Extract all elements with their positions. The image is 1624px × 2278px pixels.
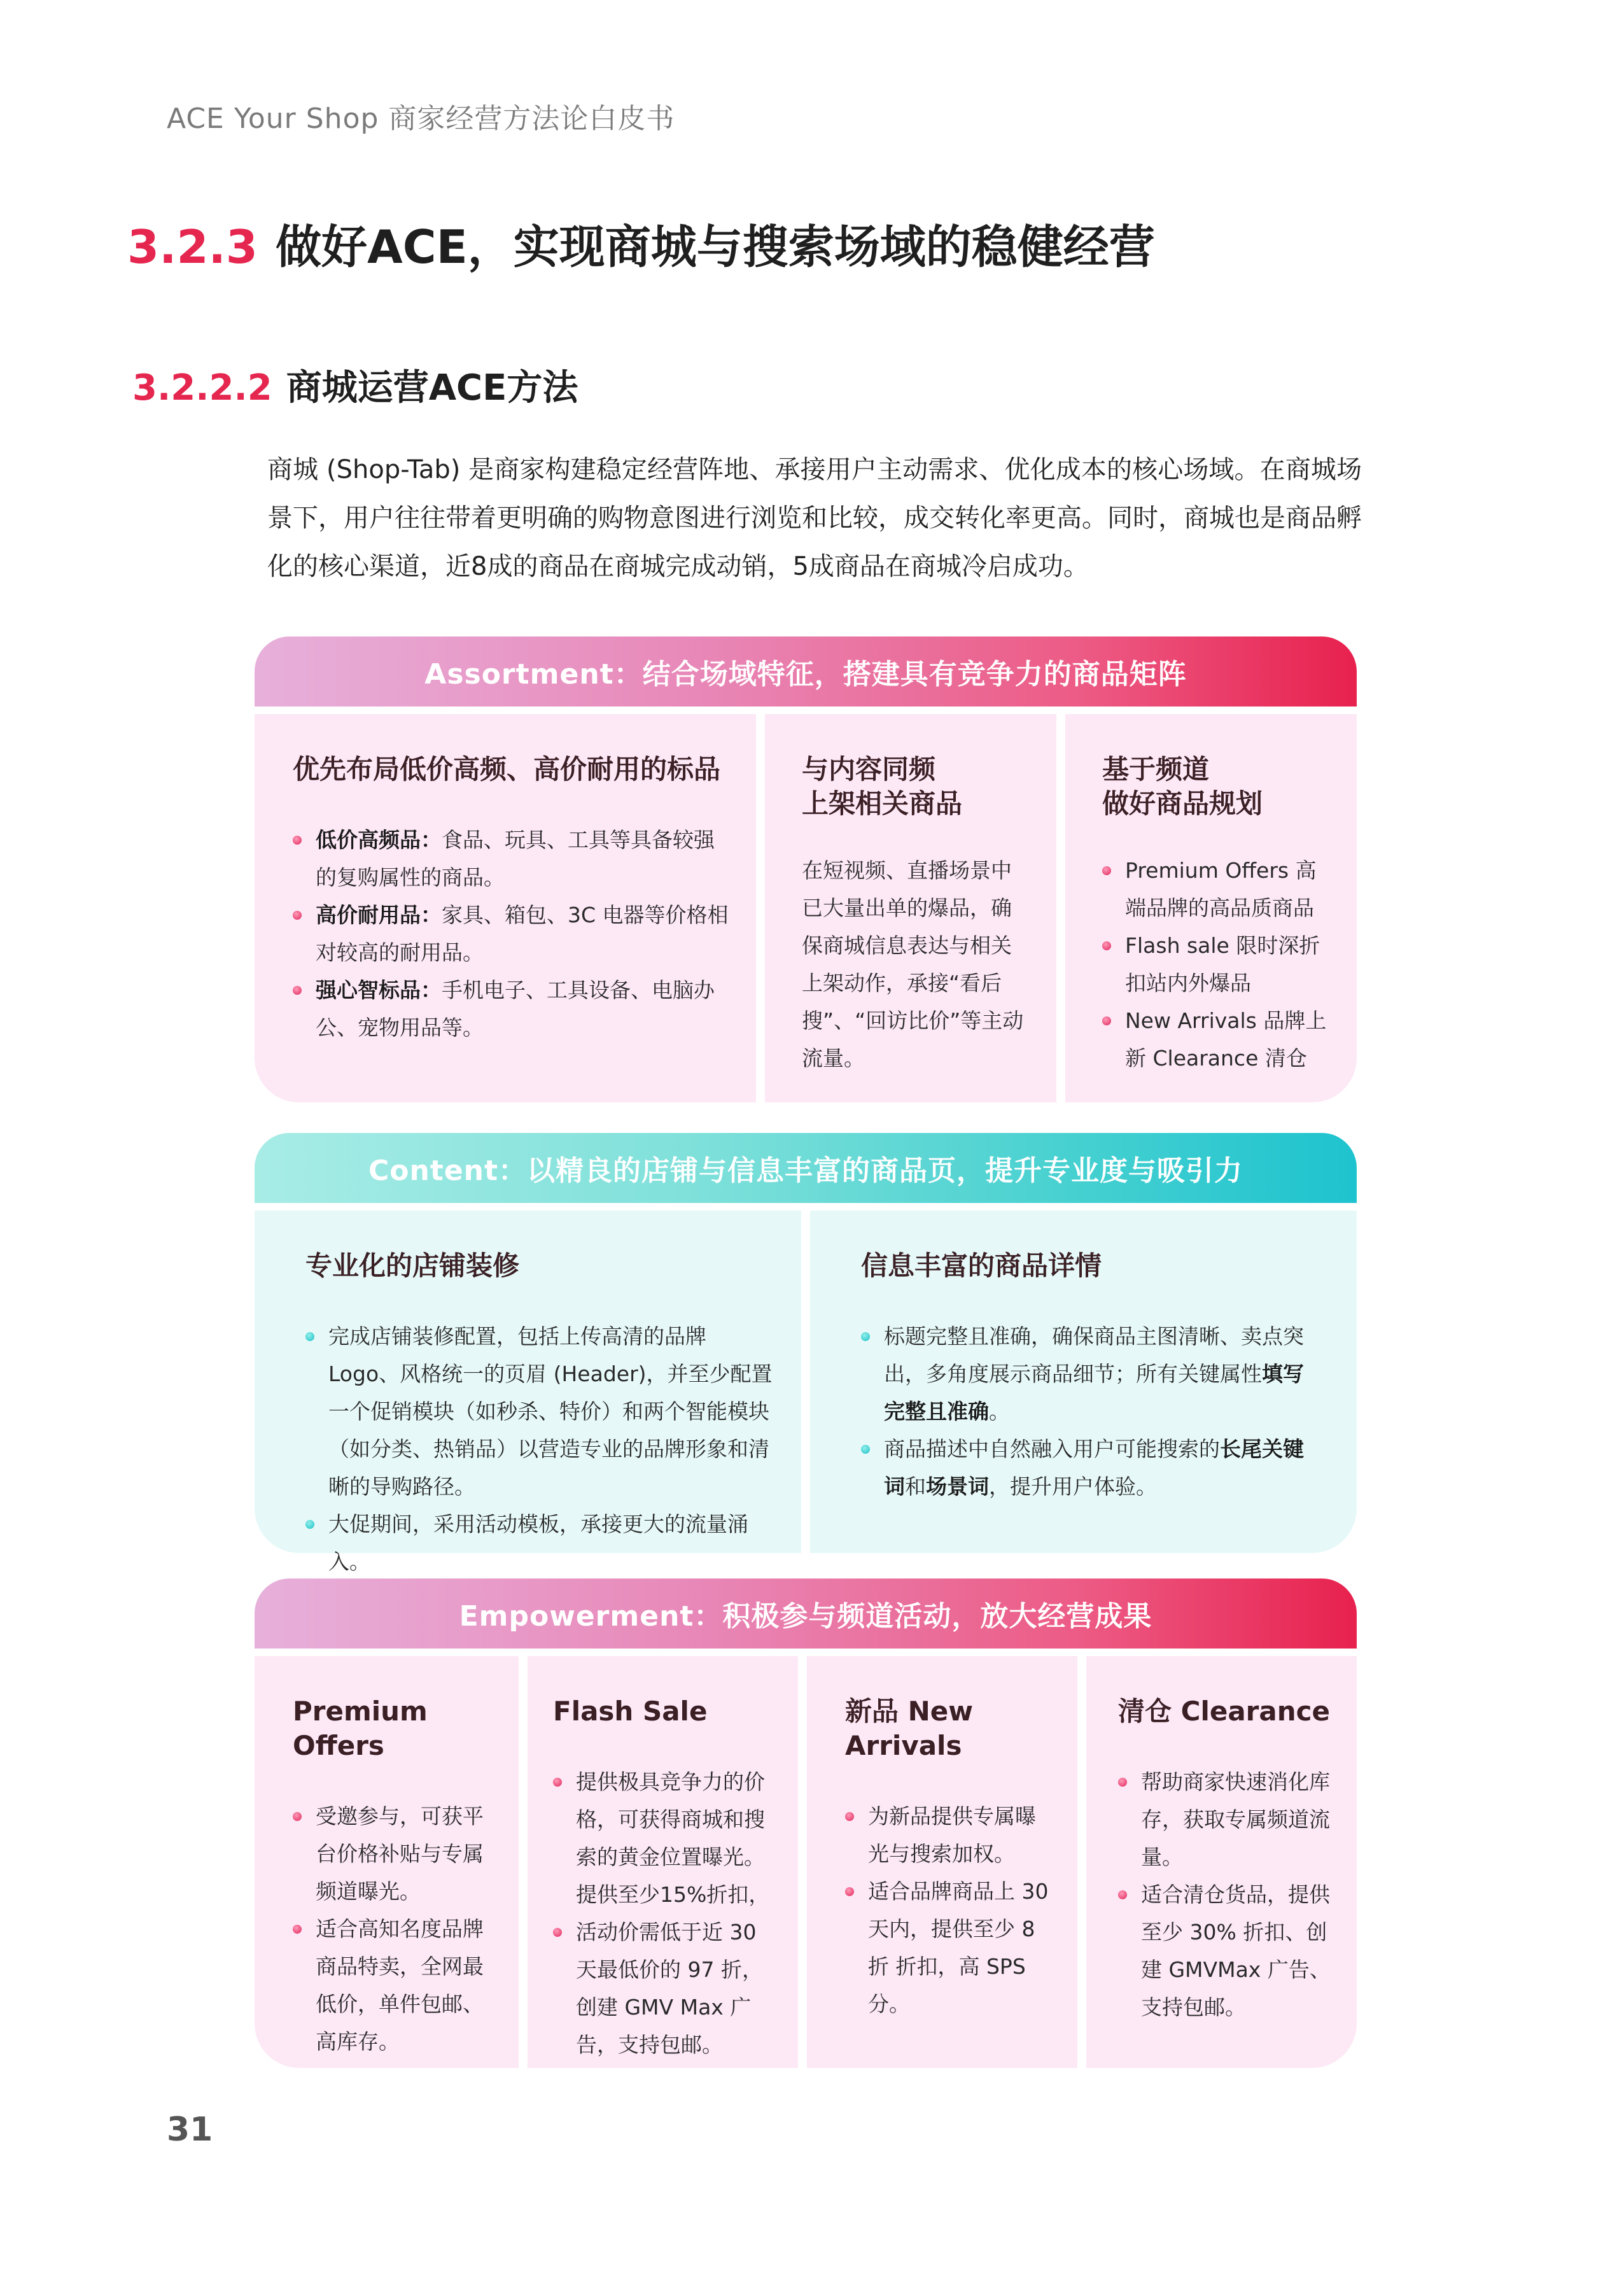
bullet-dot-icon <box>293 836 302 845</box>
list-item <box>861 1430 1312 1505</box>
bullet-text: 和 <box>905 1474 926 1499</box>
bullet-bold: 填写完整且准确 <box>884 1361 1304 1424</box>
bullet-dot-icon <box>1102 1016 1111 1025</box>
bullet-dot-icon <box>861 1445 870 1454</box>
empowerment-card-premium-offers <box>255 1656 519 2068</box>
bullet-text: 适合高知名度品牌商品特卖，全网最低价，单件包邮、高库存。 <box>316 1916 484 2054</box>
list-item <box>553 1913 776 2064</box>
empowerment-card-new-arrivals <box>807 1656 1077 2068</box>
bullet-bold: 高价耐用品： <box>316 903 442 927</box>
list-item <box>293 1910 497 2060</box>
bullet-text: 商品描述中自然融入用户可能搜索的 <box>884 1437 1220 1461</box>
content-band: Content：以精良的店铺与信息丰富的商品页，提升专业度与吸引力 <box>255 1133 1357 1203</box>
assortment-card-content-sync <box>765 714 1056 1102</box>
card-title <box>1102 752 1331 821</box>
subsection-title: 商城运营ACE方法 <box>286 367 578 409</box>
card-title: 专业化的店铺装修 <box>305 1250 520 1281</box>
card-title: 优先布局低价高频、高价耐用的标品 <box>293 754 721 785</box>
empowerment-band: Empowerment：积极参与频道活动，放大经营成果 <box>255 1578 1357 1649</box>
bullet-dot-icon <box>293 1925 302 1934</box>
empowerment-card-flash-sale <box>528 1656 798 2068</box>
bullet-text: 家具、箱包、3C 电器等价格相对较高的耐用品。 <box>316 903 729 965</box>
list-item <box>293 971 731 1046</box>
content-section <box>255 1133 1357 1574</box>
list-item <box>845 1797 1056 1873</box>
card-title: Premium Offers <box>293 1696 428 1761</box>
card-title: Flash Sale <box>553 1696 708 1727</box>
assortment-card-channel-plan <box>1065 714 1357 1102</box>
card-title: 清仓 Clearance <box>1118 1696 1331 1727</box>
bullet-text: 适合品牌商品上 30 天内，提供至少 8 折 折扣，高 SPS 分。 <box>868 1879 1049 2016</box>
section-number: 3.2.3 <box>127 220 258 274</box>
bullet-text: 适合清仓货品，提供至少 30% 折扣、创建 GMVMax 广告、支持包邮。 <box>1141 1882 1331 2020</box>
card-title <box>802 752 1031 821</box>
list-item <box>305 1318 776 1505</box>
assortment-card-standard-products <box>255 714 756 1102</box>
card-title-line: 上架相关商品 <box>802 788 963 819</box>
bullet-text: Flash sale 限时深折扣站内外爆品 <box>1125 933 1320 995</box>
section-title: 做好ACE，实现商城与搜索场域的稳健经营 <box>276 220 1155 274</box>
empowerment-card-clearance <box>1086 1656 1357 2068</box>
bullet-dot-icon <box>305 1332 314 1341</box>
subsection-heading <box>132 360 578 411</box>
bullet-dot-icon <box>1102 866 1111 875</box>
bullet-text: 大促期间，采用活动模板，承接更大的流量涌入。 <box>328 1512 748 1574</box>
card-title-line: 做好商品规划 <box>1102 788 1263 819</box>
bullet-text: New Arrivals 品牌上新 Clearance 清仓 <box>1125 1008 1327 1071</box>
assortment-section <box>255 636 1357 1102</box>
card-title: 信息丰富的商品详情 <box>861 1250 1102 1281</box>
bullet-text: Premium Offers 高端品牌的高品质商品 <box>1125 858 1317 920</box>
bullet-text: 完成店铺装修配置，包括上传高清的品牌 Logo、风格统一的页眉 (Header)，并至少配置一个促销模块（如秒杀、特价）和两个智能模块（如分类、热销品）以营造专业的品牌形象和清晰的导购路径。 <box>328 1324 773 1499</box>
list-item <box>861 1318 1312 1430</box>
bullet-text: 。 <box>989 1399 1010 1424</box>
list-item <box>293 1797 497 1910</box>
assortment-band: Assortment：结合场域特征，搭建具有竞争力的商品矩阵 <box>255 636 1357 707</box>
bullet-text: 食品、玩具、工具等具备较强的复购属性的商品。 <box>316 827 715 890</box>
bullet-bold: 长尾关键词 <box>884 1437 1304 1499</box>
list-item <box>293 896 731 971</box>
list-item <box>553 1763 776 1913</box>
bullet-text: 手机电子、工具设备、电脑办公、宠物用品等。 <box>316 978 715 1040</box>
list-item <box>305 1505 776 1580</box>
list-item <box>845 1873 1056 2023</box>
bullet-dot-icon <box>293 986 302 995</box>
bullet-dot-icon <box>553 1928 562 1937</box>
subsection-number: 3.2.2.2 <box>132 367 272 409</box>
bullet-text: 帮助商家快速消化库存，获取专属频道流量。 <box>1141 1769 1330 1869</box>
list-item <box>1102 927 1331 1002</box>
bullet-text: 活动价需低于近 30 天最低价的 97 折，创建 GMV Max 广告，支持包邮。 <box>576 1920 763 2057</box>
bullet-dot-icon <box>845 1887 854 1896</box>
card-title-line: 基于频道 <box>1102 754 1210 785</box>
list-item <box>1118 1876 1331 2026</box>
bullet-dot-icon <box>1118 1890 1127 1899</box>
bullet-dot-icon <box>553 1778 562 1787</box>
intro-paragraph: 商城 (Shop-Tab) 是商家构建稳定经营阵地、承接用户主动需求、优化成本的核心场域。在商城场景下，用户往往带着更明确的购物意图进行浏览和比较，成交转化率更高。同时，商城也是商品孵化的核心渠道，近8成的商品在商城完成动销，5成商品在商城冷启成功。 <box>267 455 1362 581</box>
bullet-dot-icon <box>861 1332 870 1341</box>
page-number: 31 <box>167 2111 213 2149</box>
list-item <box>1118 1763 1331 1876</box>
card-title-line: 与内容同频 <box>802 754 936 785</box>
list-item <box>293 821 731 896</box>
bullet-text: 受邀参与，可获平台价格补贴与专属频道曝光。 <box>316 1804 484 1904</box>
bullet-text: ，提升用户体验。 <box>989 1474 1157 1499</box>
bullet-dot-icon <box>293 911 302 920</box>
bullet-bold: 强心智标品： <box>316 978 442 1002</box>
content-card-store-decoration <box>255 1211 801 1574</box>
card-title: 新品 New Arrivals <box>845 1696 974 1761</box>
section-heading <box>127 210 1155 276</box>
bullet-text: 为新品提供专属曝光与搜索加权。 <box>868 1804 1036 1866</box>
list-item <box>1102 1002 1331 1077</box>
bullet-bold: 场景词 <box>926 1474 989 1499</box>
list-item <box>1102 852 1331 927</box>
empowerment-section <box>255 1578 1357 2068</box>
bullet-text: 提供极具竞争力的价格，可获得商城和搜索的黄金位置曝光。提供至少15%折扣， <box>576 1769 770 1907</box>
bullet-dot-icon <box>845 1812 854 1821</box>
running-header: ACE Your Shop 商家经营方法论白皮书 <box>167 102 675 135</box>
bullet-text: 标题完整且准确，确保商品主图清晰、卖点突出，多角度展示商品细节；所有关键属性 <box>884 1324 1304 1386</box>
bullet-dot-icon <box>293 1812 302 1821</box>
bullet-dot-icon <box>1118 1778 1127 1787</box>
bullet-bold: 低价高频品： <box>316 827 442 852</box>
card-paragraph: 在短视频、直播场景中已大量出单的爆品，确保商城信息表达与相关上架动作，承接“看后搜”、“回访比价”等主动流量。 <box>802 858 1024 1071</box>
bullet-dot-icon <box>1102 941 1111 950</box>
bullet-dot-icon <box>305 1520 314 1529</box>
content-card-product-details <box>810 1211 1357 1553</box>
